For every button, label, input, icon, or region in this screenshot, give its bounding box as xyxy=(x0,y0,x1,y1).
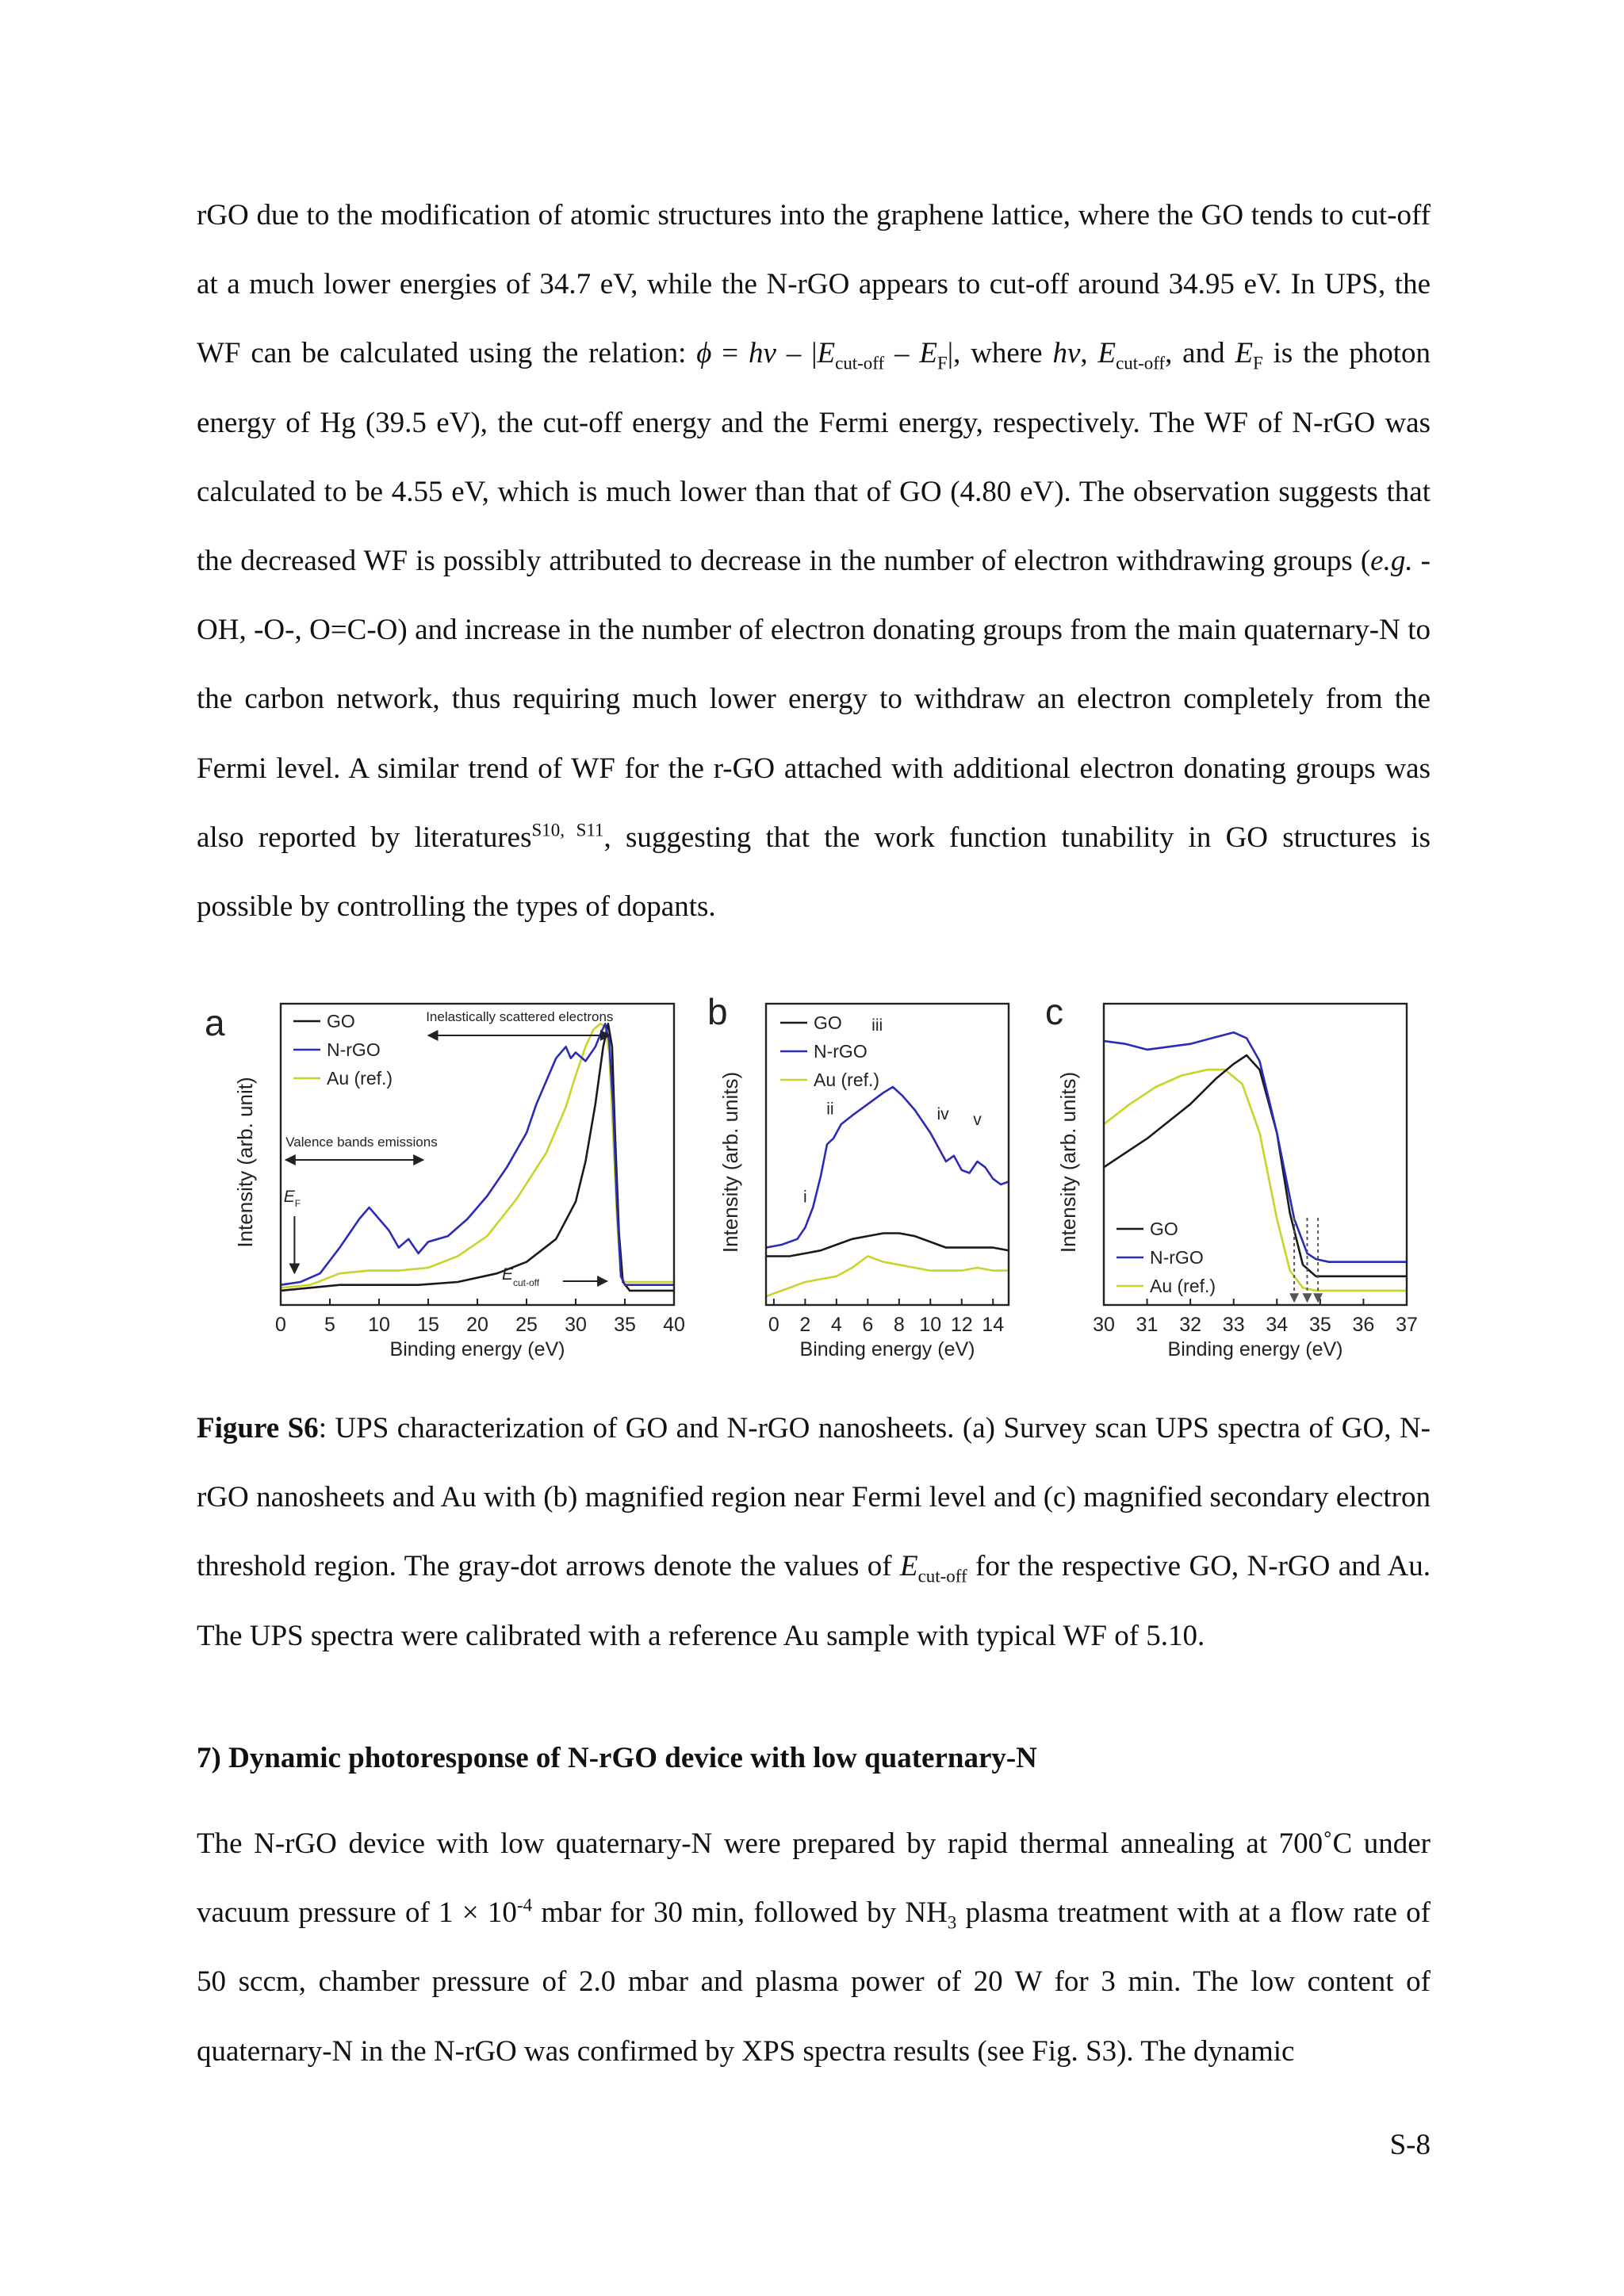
figure-caption: Figure S6: UPS characterization of GO and N-rGO nanosheets. (a) Survey scan UPS spectra of GO, N-rGO nanosheets and Au with (b) magnified region near Fermi level and (c) magnified secondary electron threshold region. The gray-dot arrows denote the values of $E_{cut-off}$ for the respective GO, N-rGO and Au. The UPS spectra were calibrated with a reference Au sample with typical WF of 5.10. xyxy=(197,1412,1431,1652)
x-tick-label: 10 xyxy=(368,1314,390,1336)
x-tick-label: 6 xyxy=(862,1314,874,1336)
plot-frame xyxy=(766,1004,1009,1305)
body-paragraph-1: rGO due to the modification of atomic structures into the graphene lattice, where the GO tends to cut-off at a much lower energies of 34.7 eV, while the N-rGO appears to cut-off around 34.95 eV. In UPS, the WF can be calculated using the relation: ϕ = hv – $|E_{cut-off} - E_F|$, where hv, $E_{cut-off}$, and $E_F$ is the photon energy of Hg (39.5 eV), the cut-off energy and the Fermi energy, respectively. The WF of N-rGO was calculated to be 4.55 eV, which is much lower than that of GO (4.80 eV). The observation suggests that the decreased WF is possibly attributed to decrease in the number of electron withdrawing groups (e.g. -OH, -O-, O=C-O) and increase in the number of electron donating groups from the main quaternary-N to the carbon network, thus requiring much lower energy to withdraw an electron completely from the Fermi level. A similar trend of WF for the r-GO attached with additional electron donating groups was also reported by literatures$^{S10, S11}$, suggesting that the work function tunability in GO structures is possible by controlling the types of dopants. xyxy=(197,199,1431,924)
x-tick-label: 15 xyxy=(417,1314,439,1336)
x-axis-label: Binding energy (eV) xyxy=(799,1338,975,1360)
panel-label-a: a xyxy=(205,1002,225,1043)
x-tick-label: 4 xyxy=(830,1314,842,1336)
y-axis-label: Intensity (arb. unit) xyxy=(233,1077,257,1248)
x-tick-label: 25 xyxy=(515,1314,538,1336)
x-tick-label: 0 xyxy=(275,1314,286,1336)
x-tick-label: 31 xyxy=(1136,1314,1159,1336)
annotation-inelastic: Inelastically scattered electrons xyxy=(426,1009,614,1024)
x-tick-label: 30 xyxy=(565,1314,587,1336)
legend-label: N-rGO xyxy=(327,1039,381,1060)
panel-c xyxy=(1045,991,1418,1360)
x-tick-label: 5 xyxy=(324,1314,335,1336)
x-tick-label: 20 xyxy=(466,1314,488,1336)
annotation-valence: Valence bands emissions xyxy=(285,1135,438,1150)
annotation-ecut: E xyxy=(502,1265,514,1284)
x-axis-label: Binding energy (eV) xyxy=(389,1338,565,1360)
x-axis-label: Binding energy (eV) xyxy=(1167,1338,1343,1360)
x-tick-label: 10 xyxy=(919,1314,942,1336)
annotation-ef: E xyxy=(283,1188,295,1206)
x-tick-label: 40 xyxy=(663,1314,685,1336)
series-line-go xyxy=(766,1234,1009,1257)
figure-s6 xyxy=(190,975,1443,1387)
series-line-au-ref xyxy=(766,1257,1009,1297)
series-line-n-rgo xyxy=(766,1087,1009,1248)
annotation-ef-sub: F xyxy=(294,1198,301,1209)
series-line-go xyxy=(1104,1055,1407,1276)
legend-label: Au (ref.) xyxy=(814,1070,880,1090)
body-paragraph-2: The N-rGO device with low quaternary-N were prepared by rapid thermal annealing at 700˚C under vacuum pressure of $1 \times 10^{-4}$ mbar for 30 min, followed by $NH_3$ plasma treatment with at a flow rate of 50 sccm, chamber pressure of 2.0 mbar and plasma power of 20 W for 3 min. The low content of quaternary-N in the N-rGO was confirmed by XPS spectra results (see Fig. S3). The dynamic xyxy=(197,1827,1431,2068)
x-tick-label: 35 xyxy=(614,1314,636,1336)
legend-label: GO xyxy=(814,1012,842,1033)
x-tick-label: 14 xyxy=(982,1314,1005,1336)
legend-label: N-rGO xyxy=(1150,1247,1204,1268)
series-line-n-rgo xyxy=(281,1024,674,1284)
peak-label-ii: ii xyxy=(826,1100,834,1119)
panel-a xyxy=(205,1002,685,1360)
legend-label: N-rGO xyxy=(814,1041,868,1062)
x-tick-label: 12 xyxy=(950,1314,973,1336)
peak-label-iii: iii xyxy=(871,1016,883,1035)
figure-s6-plots xyxy=(190,975,1443,1387)
y-axis-label: Intensity (arb. units) xyxy=(718,1071,742,1253)
x-tick-label: 8 xyxy=(893,1314,905,1336)
annotation-ecut-sub: cut-off xyxy=(513,1277,540,1288)
x-tick-label: 2 xyxy=(799,1314,811,1336)
legend-label: GO xyxy=(327,1011,355,1031)
panel-label-c: c xyxy=(1045,991,1063,1032)
x-tick-label: 35 xyxy=(1308,1314,1331,1336)
x-tick-label: 33 xyxy=(1222,1314,1245,1336)
x-tick-label: 36 xyxy=(1352,1314,1375,1336)
x-tick-label: 37 xyxy=(1396,1314,1418,1336)
legend-label: Au (ref.) xyxy=(327,1068,393,1089)
x-tick-label: 34 xyxy=(1266,1314,1289,1336)
panel-label-b: b xyxy=(707,991,728,1032)
peak-label-i: i xyxy=(803,1188,807,1207)
page-number: S-8 xyxy=(1389,2129,1431,2161)
legend-label: GO xyxy=(1150,1219,1178,1239)
y-axis-label: Intensity (arb. units) xyxy=(1056,1071,1080,1253)
x-tick-label: 0 xyxy=(768,1314,779,1336)
legend-label: Au (ref.) xyxy=(1150,1276,1216,1296)
section-heading: 7) Dynamic photoresponse of N-rGO device with low quaternary-N xyxy=(197,1742,1037,1774)
peak-label-v: v xyxy=(973,1111,982,1130)
peak-label-iv: iv xyxy=(936,1104,949,1123)
panel-b xyxy=(707,991,1009,1360)
x-tick-label: 30 xyxy=(1093,1314,1115,1336)
x-tick-label: 32 xyxy=(1179,1314,1202,1336)
